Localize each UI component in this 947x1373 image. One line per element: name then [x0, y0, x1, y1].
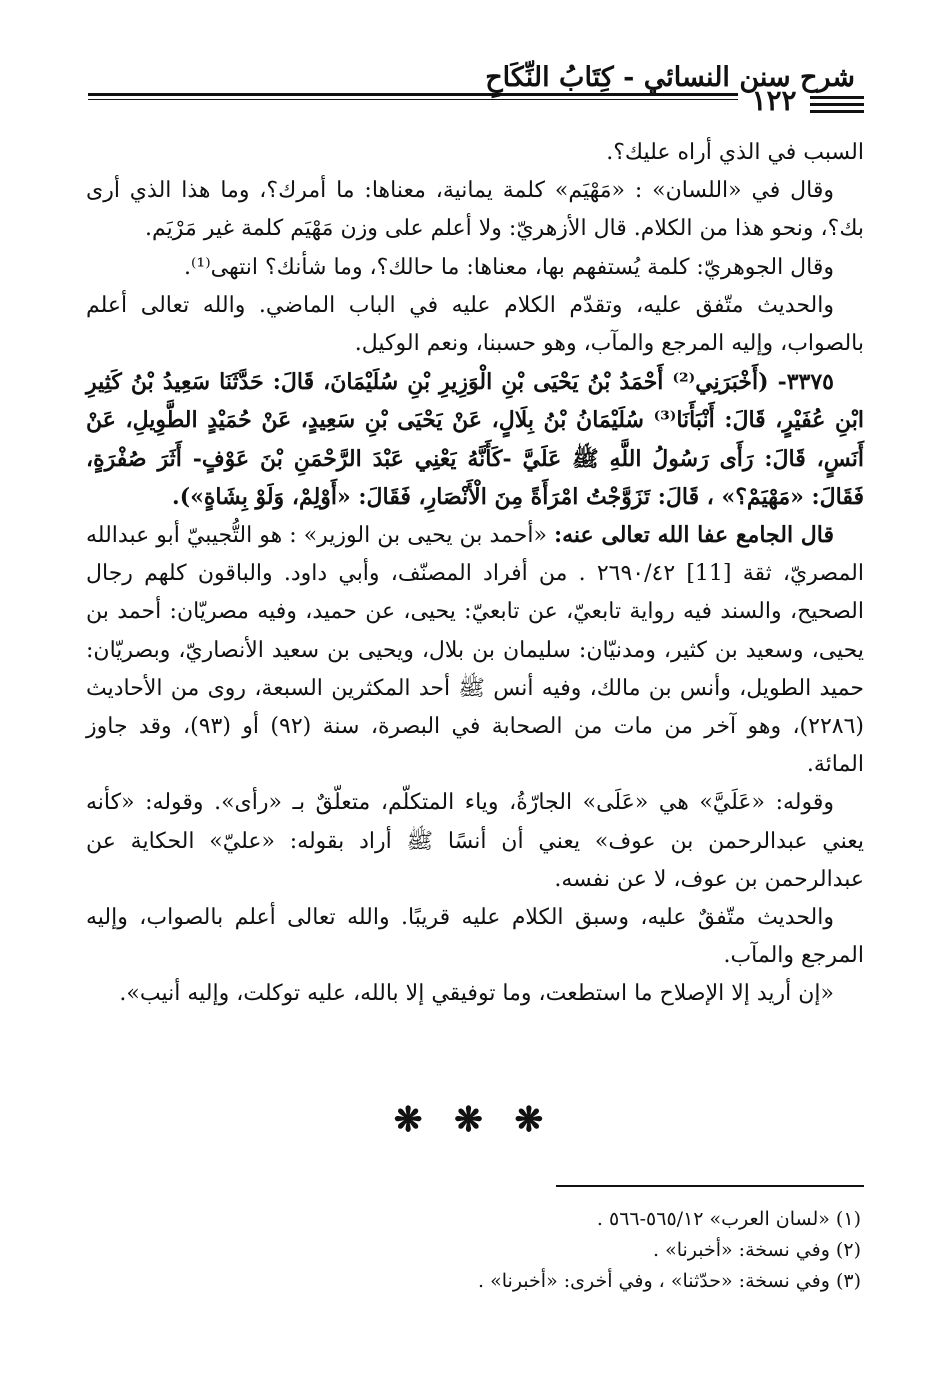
page-number-rule — [810, 96, 864, 99]
paragraph: والحديث متّفقٌ عليه، وسبق الكلام عليه قريبًا. والله تعالى أعلم بالصواب، وإليه المرجع والمآب. — [86, 905, 864, 969]
running-title: شرح سنن النسائي - كِتَابُ النِّكَاحِ — [485, 62, 855, 93]
paragraph: السبب في الذي أراه عليك؟. — [606, 140, 864, 165]
paragraph: وقال الجوهريّ: كلمة يُستفهم بها، معناها: ما حالك؟، وما شأنك؟ انتهى⁽¹⁾. — [184, 254, 834, 280]
section-separator: ❋ ❋ ❋ — [393, 1100, 554, 1140]
commentary-paragraph — [86, 516, 864, 784]
paragraph: وقال في «اللسان» : «مَهْيَم» كلمة يمانية، معناها: ما أمرك؟، وما هذا الذي أرى بك؟، ونحو هذا من الكلام. قال الأزهريّ: ولا أعلم على وزن مَهْيَم كلمة غير مَرْيَم. — [86, 178, 864, 242]
paragraph: وقوله: «عَلَيَّ» هي «عَلَى» الجارّةُ، وياء المتكلّم، متعلّقٌ بـ «رأى». وقوله: «كأنه يعني عبدالرحمن بن عوف» يعني أن أنسًا ﷺ أراد بقوله: «عليّ» الحكاية عن عبدالرحمن بن عوف، لا عن نفسه. — [86, 790, 864, 892]
page-number-rule — [810, 103, 864, 106]
commentary-text: «أحمد بن يحيى بن الوزير» : هو التُّجيبيّ أبو عبدالله المصريّ، ثقة [11] ٢٦٩٠/٤٢ . من أفراد المصنّف، وأبي داود. والباقون كلهم رجال الصحيح، والسند فيه رواية تابعيّ، عن تابعيّ: يحيى، عن حميد، وفيه مصريّان: أحمد بن يحيى، وسعيد بن كثير، ومدنيّان: سليمان بن بلال، ويحيى بن سعيد الأنصاريّ، وبصريّان: حميد الطويل، وأنس بن مالك، وفيه أنس ﷺ أحد المكثرين السبعة، روى من الأحاديث (٢٢٨٦)، وهو آخر من مات من الصحابة في البصرة، سنة (٩٢) أو (٩٣)، وقد جاوز المائة. — [86, 523, 865, 778]
main-text — [86, 134, 864, 1014]
paragraph: والحديث متّفق عليه، وتقدّم الكلام عليه في الباب الماضي. والله تعالى أعلم بالصواب، وإليه المرجع والمآب، وهو حسبنا، ونعم الوكيل. — [86, 292, 864, 357]
footnote: (١) «لسان العرب» ٥٦٥/١٢-٥٦٦ . — [596, 1208, 861, 1230]
page-number-rule — [810, 110, 864, 113]
footnote: (٢) وفي نسخة: «أخبرنا» . — [652, 1239, 861, 1261]
header-rule — [88, 93, 738, 96]
hadith-text: ٣٣٧٥- (أَخْبَرَنِي⁽²⁾ أَحْمَدُ بْنُ يَحْيَى بْنِ الْوَزِيرِ بْنِ سُلَيْمَانَ، قَالَ: حَدَّثَنَا سَعِيدُ بْنُ كَثِيرِ ابْنِ عُفَيْرٍ، قَالَ: أَنْبَأَنَا⁽³⁾ سُلَيْمَانُ بْنُ بِلَالٍ، عَنْ يَحْيَى بْنِ سَعِيدٍ، عَنْ حُمَيْدٍ الطَّوِيلِ، عَنْ أَنَسٍ، قَالَ: رَأَى رَسُولُ اللَّهِ ﷺ عَلَيَّ -كَأَنَّهُ يَعْنِي عَبْدَ الرَّحْمَنِ بْنَ عَوْفٍ- أَثَرَ صُفْرَةٍ، فَقَالَ: «مَهْيَمْ؟» ، قَالَ: تَزَوَّجْتُ امْرَأَةً مِنَ الْأَنْصَارِ، فَقَالَ: «أَوْلِمْ، وَلَوْ بِشَاةٍ»). — [86, 369, 865, 510]
commentary-intro: قال الجامع عفا الله تعالى عنه: — [553, 522, 834, 549]
paragraph: «إن أريد إلا الإصلاح ما استطعت، وما توفيقي إلا بالله، عليه توكلت، وإليه أنيب». — [119, 981, 834, 1007]
header-rule-thin — [88, 99, 738, 100]
footnotes — [161, 1204, 861, 1297]
footnote: (٣) وفي نسخة: «حدّثنا» ، وفي أخرى: «أخبرنا» . — [478, 1270, 861, 1292]
footnote-rule — [556, 1185, 864, 1187]
page-number: ١٢٢ — [751, 84, 797, 117]
